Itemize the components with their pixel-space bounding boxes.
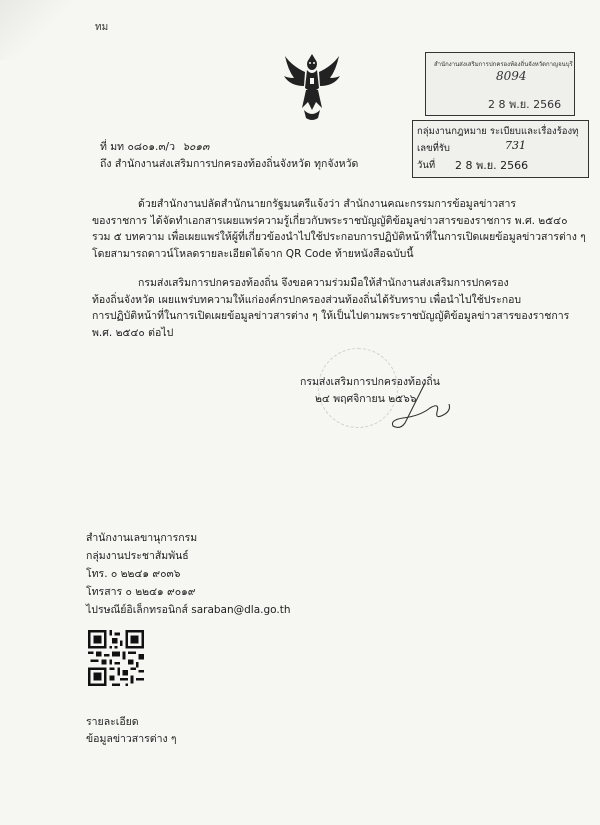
signer-organization: กรมส่งเสริมการปกครองท้องถิ่น [300, 376, 440, 388]
reference-number-text: ที่ มท ๐๘๐๑.๓/ว [100, 141, 175, 153]
paragraph-2-line: การปฏิบัติหน้าที่ในการเปิดเผยข้อมูลข่าวสารต่าง ๆ ให้เป็นไปตามพระราชบัญญัติข้อมูลข่าวสารของราชการ [92, 310, 570, 322]
reference-number [100, 140, 209, 154]
receive-stamp-title: สำนักงานส่งเสริมการปกครองท้องถิ่นจังหวัดกาญจนบุรี [434, 61, 573, 68]
department-stamp-number: 731 [505, 139, 526, 152]
footer-email: ไปรษณีย์อิเล็กทรอนิกส์ saraban@dla.go.th [86, 604, 291, 616]
footer-group: กลุ่มงานประชาสัมพันธ์ [86, 550, 189, 562]
reference-handwritten: ๖๐๑๓ [182, 141, 210, 153]
paragraph-2-line: พ.ศ. ๒๕๔๐ ต่อไป [92, 326, 174, 339]
footer-fax: โทรสาร ๐ ๒๒๔๑ ๙๐๑๙ [86, 586, 196, 598]
receive-stamp-number: 8094 [496, 69, 527, 83]
paragraph-1-line: รวม ๕ บทความ เพื่อเผยแพร่ให้ผู้ที่เกี่ยวข้องนำไปใช้ประกอบการปฏิบัติหน้าที่ในการเปิดเผยข้อมูลข่าวสารต่าง ๆ [92, 231, 586, 243]
qr-code-icon[interactable] [88, 630, 144, 686]
footer-tel: โทร. ๐ ๒๒๔๑ ๙๐๓๖ [86, 568, 181, 580]
paragraph-1-line: ของราชการ ได้จัดทำเอกสารเผยแพร่ความรู้เกี่ยวกับพระราชบัญญัติข้อมูลข่าวสารของราชการ พ.ศ. ๒๕๔๐ [92, 214, 568, 227]
paragraph-2 [92, 275, 570, 341]
department-stamp-date-label: วันที่ [417, 160, 436, 171]
page-fold-shadow [0, 0, 70, 60]
qr-caption-1: รายละเอียด [86, 716, 139, 728]
garuda-emblem [282, 48, 342, 123]
receive-stamp-date: 2 8 พ.ย. 2566 [488, 98, 562, 111]
qr-caption-2: ข้อมูลข่าวสารต่าง ๆ [86, 733, 177, 745]
paragraph-2-line: ท้องถิ่นจังหวัด เผยแพร่บทความให้แก่องค์กรปกครองส่วนท้องถิ่นได้รับทราบ เพื่อนำไปใช้ประกอบ [92, 293, 522, 306]
department-stamp-date: 2 8 พ.ย. 2566 [455, 159, 529, 172]
paragraph-1-line: ด้วยสำนักงานปลัดสำนักนายกรัฐมนตรีแจ้งว่า สำนักงานคณะกรรมการข้อมูลข่าวสาร [138, 198, 517, 210]
sign-date: ๒๔ พฤศจิกายน ๒๕๖๖ [315, 393, 417, 405]
department-stamp [412, 120, 589, 178]
signature-icon [385, 378, 455, 433]
paragraph-1-line: โดยสามารถดาวน์โหลดรายละเอียดได้จาก QR Code ท้ายหนังสือฉบับนี้ [92, 247, 414, 260]
department-stamp-no-label: เลขที่รับ [417, 143, 450, 154]
paragraph-1 [92, 196, 586, 262]
paragraph-2-line: กรมส่งเสริมการปกครองท้องถิ่น จึงขอความร่วมมือให้สำนักงานส่งเสริมการปกครอง [138, 277, 509, 289]
receive-stamp [425, 52, 575, 116]
addressee: ถึง สำนักงานส่งเสริมการปกครองท้องถิ่นจังหวัด ทุกจังหวัด [100, 158, 359, 170]
footer-office: สำนักงานเลขานุการกรม [86, 532, 198, 544]
department-stamp-title: กลุ่มงานกฎหมาย ระเบียบและเรื่องร้องทุ [417, 126, 579, 137]
corner-text: ทม [95, 22, 109, 33]
